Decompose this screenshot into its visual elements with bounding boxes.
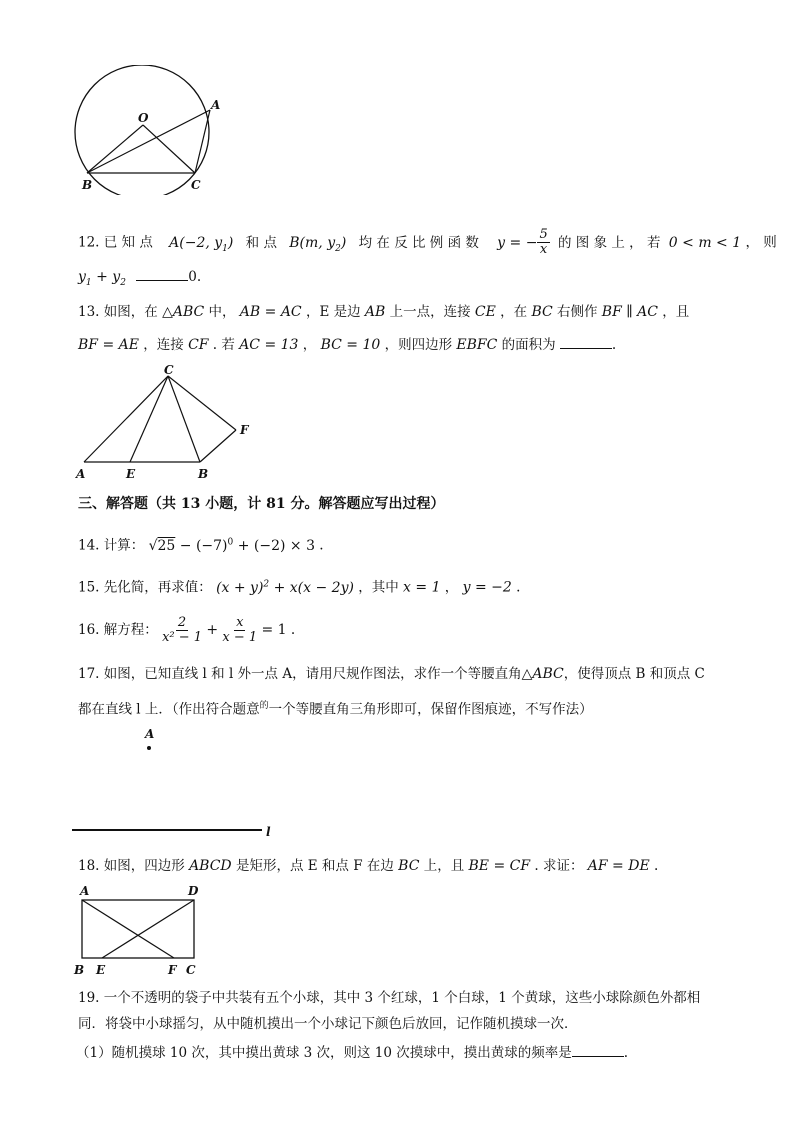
- figure-q17-line-point: [70, 724, 290, 844]
- label-b: B: [198, 467, 209, 481]
- figure-q13-triangle: [70, 362, 270, 484]
- q12-line1: [78, 228, 777, 258]
- q17-line1: [78, 664, 705, 684]
- q17-text-d: 一个等腰直角三角形即可，保留作图痕迹，不写作法）: [268, 701, 593, 718]
- label-a: A: [80, 884, 90, 898]
- q12-end: 0.: [188, 269, 202, 285]
- q12-point-a: A(−2, $y_1$): [169, 234, 234, 254]
- label-b: B: [74, 963, 85, 977]
- q13-mid: 中，: [208, 304, 236, 320]
- figure-q18-rectangle: [70, 882, 220, 978]
- q16-plus: +: [206, 622, 219, 638]
- q13-answer-blank[interactable]: [560, 334, 612, 349]
- q17-de: 的: [259, 701, 269, 711]
- q18-eq: BE = CF: [468, 858, 531, 874]
- q17-text-a: 17. 如图，已知直线 l 和 l 外一点 A，请用尺规作图法，求作一个等腰直角: [78, 666, 522, 682]
- q15-where: ，其中: [358, 579, 399, 596]
- q13-and: ，且: [662, 304, 690, 320]
- q19-line1: 19. 一个不透明的袋子中共装有五个小球，其中 3 个红球，1 个白球，1 个黄球，这些小球除颜色外都相: [78, 990, 701, 1006]
- q13-end: .: [611, 337, 617, 353]
- q13-triangle: △ABC: [162, 304, 205, 320]
- q13-if: . 若: [212, 337, 235, 353]
- q16-fraction-2: $\frac{x}{x - 1}$: [222, 615, 258, 645]
- q13-number: 13. 如图，在: [78, 304, 158, 320]
- q14-expression: $√25 - (-7)^0 + (-2) \times 3$: [148, 537, 315, 554]
- q18-abcd: ABCD: [189, 858, 232, 874]
- label-c: C: [191, 178, 201, 192]
- q13-quad: ，则四边形: [384, 337, 453, 353]
- q12-then: ， 则: [745, 234, 777, 251]
- q12-graph-text: 的 图 象 上 ， 若: [558, 234, 661, 251]
- q16: [78, 616, 295, 645]
- label-c: C: [186, 963, 196, 977]
- q12-condition: 0 < m < 1: [668, 234, 742, 251]
- q19-sub1: [76, 1042, 628, 1063]
- q15-x: x = 1: [403, 579, 441, 596]
- q17-text-c: 都在直线 l 上．（作出符合题意: [78, 701, 260, 718]
- label-a: A: [145, 727, 155, 741]
- q12-expr: $y_1 + y_2$: [78, 269, 126, 288]
- q17-text-b: ，使得顶点 B 和顶点 C: [563, 666, 705, 682]
- q18: [78, 856, 658, 876]
- circle-shape: [75, 65, 209, 195]
- q15-end: .: [516, 579, 521, 596]
- point-a: [147, 746, 151, 750]
- rectangle-abcd: [82, 900, 194, 958]
- label-a: A: [211, 98, 221, 112]
- q14-number: 14. 计算：: [78, 537, 145, 554]
- section-3-heading: 三、解答题（共 13 小题，计 81 分。解答题应写出过程）: [78, 496, 445, 512]
- label-b: B: [82, 178, 93, 192]
- q19-answer-blank[interactable]: [572, 1042, 624, 1057]
- q18-bc: BC: [398, 858, 420, 874]
- label-c: C: [164, 363, 174, 377]
- q13-line1: [78, 302, 689, 322]
- q19-sub1-end: .: [623, 1045, 629, 1061]
- label-o: O: [138, 111, 149, 125]
- q12-number: 12. 已 知 点: [78, 234, 153, 251]
- q13-bc: BC: [531, 304, 553, 320]
- q16-end: .: [290, 622, 296, 638]
- q13-e-on: ，E 是边: [305, 304, 361, 320]
- label-f: F: [240, 423, 249, 437]
- q19-sub1-text: （1）随机摸球 10 次，其中摸出黄球 3 次，则这 10 次摸球中，摸出黄球的频率是: [76, 1045, 572, 1061]
- q16-number: 16. 解方程：: [78, 622, 158, 638]
- q17-triangle: △ABC: [521, 666, 564, 682]
- q13-ac13: AC = 13: [239, 337, 299, 353]
- q16-rhs: = 1: [261, 622, 287, 638]
- q18-on: 上，且: [423, 858, 465, 874]
- q13-eq2: BF = AE: [78, 337, 139, 353]
- q13-eq1: AB = AC: [239, 304, 302, 320]
- q18-end: .: [653, 858, 659, 874]
- label-f: F: [168, 963, 177, 977]
- q15-number: 15. 先化简，再求值：: [78, 579, 212, 596]
- q12-function: y = − $\frac{5}{x}$: [497, 227, 548, 257]
- q13-join: ，连接: [143, 337, 184, 353]
- q13-ebfc: EBFC: [456, 337, 498, 353]
- label-e: E: [96, 963, 106, 977]
- q15-y: y = −2: [462, 579, 512, 596]
- label-a: A: [76, 467, 86, 481]
- q15-comma: ，: [444, 579, 459, 596]
- q13-parallel: BF ∥ AC: [601, 304, 658, 320]
- q12-answer-blank[interactable]: [136, 266, 188, 281]
- q13-cf: CF: [188, 337, 209, 353]
- q15: [78, 574, 520, 598]
- label-l: l: [266, 825, 271, 839]
- q12-point-b: B(m, $y_2$): [289, 234, 347, 254]
- q13-pt: 上一点，连接: [389, 304, 471, 320]
- q13-area: 的面积为: [501, 337, 556, 353]
- q13-line2: [78, 334, 616, 355]
- q18-rect: 是矩形，点 E 和点 F 在边: [235, 858, 394, 874]
- q13-at: ，在: [500, 304, 528, 320]
- q13-right: 右侧作: [557, 304, 598, 320]
- q12-line2: [78, 266, 201, 293]
- q19-line2: 同．将袋中小球摇匀，从中随机摸出一个小球记下颜色后放回，记作随机摸球一次．: [78, 1016, 578, 1032]
- q13-ce: CE: [474, 304, 496, 320]
- q14: [78, 532, 324, 556]
- q13-bc10: BC = 10: [320, 337, 381, 353]
- q14-end: .: [319, 537, 324, 554]
- q17-line2: [78, 696, 593, 720]
- label-d: D: [188, 884, 199, 898]
- q18-goal: AF = DE: [587, 858, 650, 874]
- label-e: E: [126, 467, 136, 481]
- q18-number: 18. 如图，四边形: [78, 858, 185, 874]
- q13-ab: AB: [364, 304, 386, 320]
- q12-on-text: 均 在 反 比 例 函 数: [358, 234, 479, 251]
- q18-prove: . 求证：: [534, 858, 584, 874]
- figure-q11-circle: [70, 65, 230, 195]
- q16-fraction-1: $\frac{2}{\text{x² − 1}}$: [162, 615, 203, 645]
- q12-and: 和 点: [245, 234, 277, 251]
- q15-expression: $(x + y)^2 + x(x - 2y)$: [216, 579, 354, 596]
- q13-comma: ，: [302, 337, 317, 353]
